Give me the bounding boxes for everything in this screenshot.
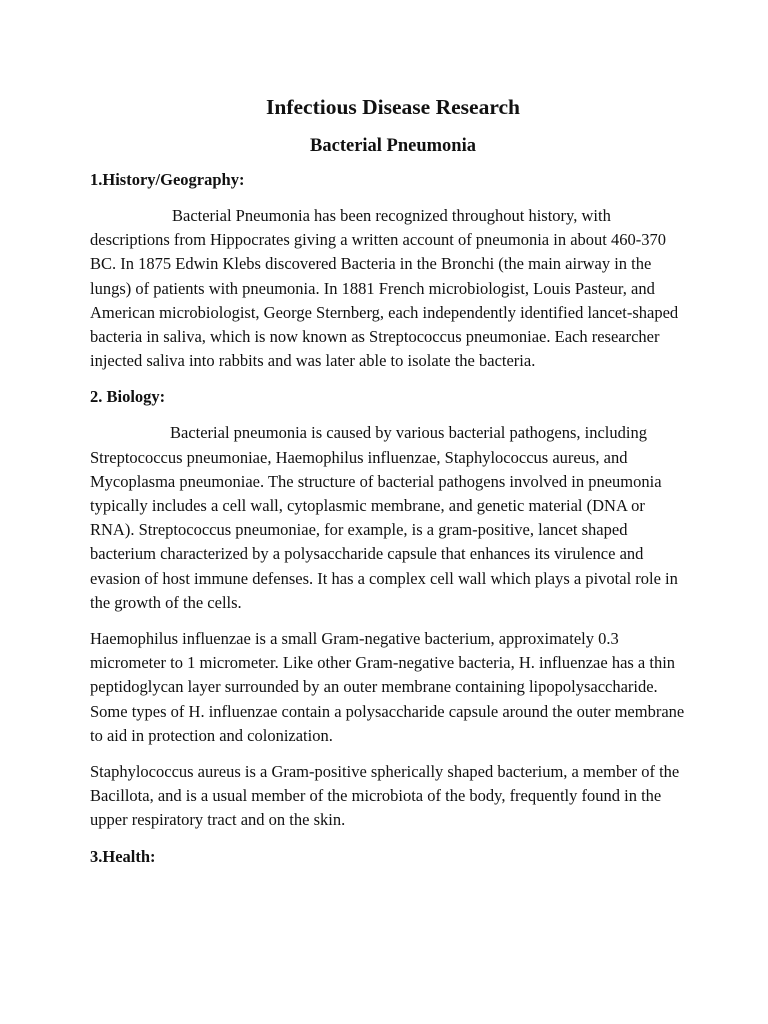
document-title: Infectious Disease Research <box>266 95 520 119</box>
section-health <box>90 845 690 869</box>
document-subtitle: Bacterial Pneumonia <box>310 136 476 156</box>
paragraph-staphylococcus: Staphylococcus aureus is a Gram-positive spherically shaped bacterium, a member of the Bacillota, and is a usual member of the microbiota of the body, frequently found in the upper respiratory tract and on the skin. <box>90 762 680 830</box>
paragraph-history: Bacterial Pneumonia has been recognized throughout history, with descriptions from Hippocrates giving a written account of pneumonia in about 460-370 BC. In 1875 Edwin Klebs discovered Bacteria in the Bronchi (the main airway in the lungs) of patients with pneumonia. In 1881 French microbiologist, Louis Pasteur, and American microbiologist, George Sternberg, each independently identified lancet-shaped bacteria in saliva, which is now known as Streptococcus pneumoniae. Each researcher injected saliva into rabbits and was later able to isolate the bacteria. <box>90 206 679 371</box>
section-heading-history-geography: 1.History/Geography: <box>90 170 245 189</box>
section-biology <box>90 385 690 832</box>
paragraph-haemophilus: Haemophilus influenzae is a small Gram-negative bacterium, approximately 0.3 micrometer to 1 micrometer. Like other Gram-negative bacteria, H. influenzae has a thin peptidoglycan layer surrounded by an outer membrane containing lipopolysaccharide. Some types of H. influenzae contain a polysaccharide capsule around the outer membrane to aid in protection and colonization. <box>90 629 685 745</box>
paragraph-biology-overview: Bacterial pneumonia is caused by various bacterial pathogens, including Streptococcus pneumoniae, Haemophilus influenzae, Staphylococcus aureus, and Mycoplasma pneumoniae. The structure of bacterial pathogens involved in pneumonia typically includes a cell wall, cytoplasmic membrane, and genetic material (DNA or RNA). Streptococcus pneumoniae, for example, is a gram-positive, lancet shaped bacterium characterized by a polysaccharide capsule that enhances its virulence and evasion of host immune defenses. It has a complex cell wall which plays a pivotal role in the growth of the cells. <box>90 423 678 612</box>
section-history-geography <box>90 168 690 373</box>
section-heading-health: 3.Health: <box>90 846 156 866</box>
document-page <box>90 92 690 881</box>
section-heading-biology: 2. Biology: <box>90 387 166 407</box>
